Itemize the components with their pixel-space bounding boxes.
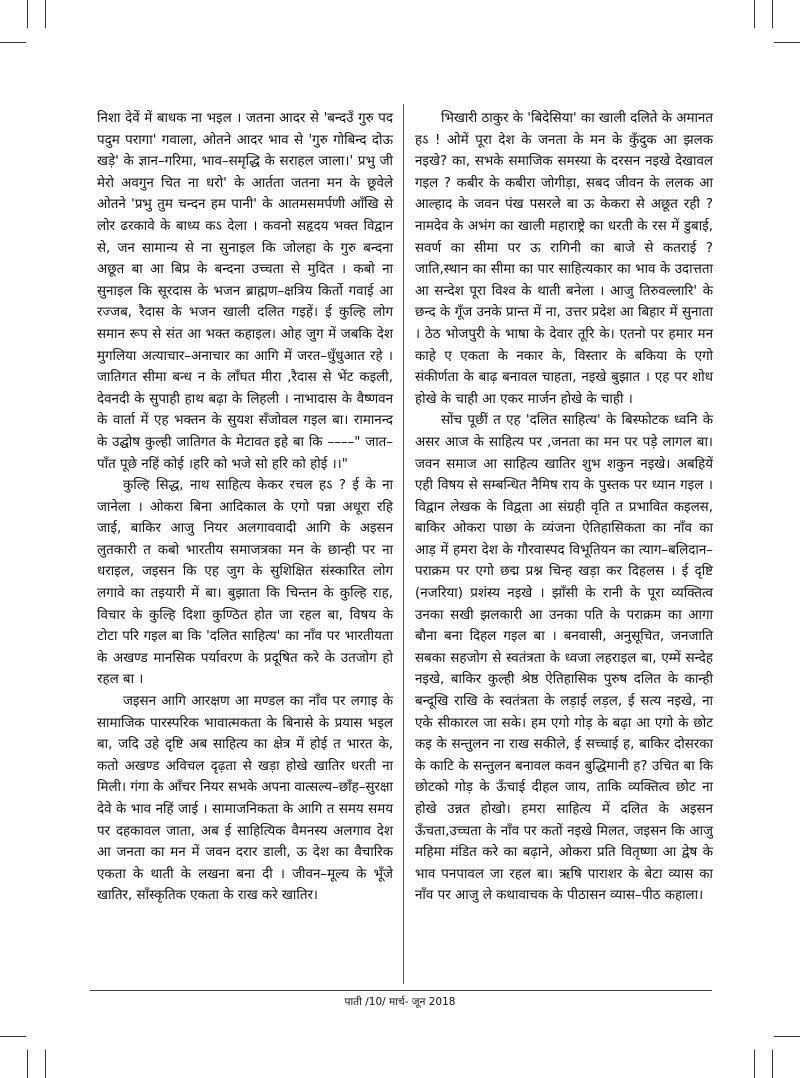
crop-mark (27, 0, 28, 28)
right-column (415, 108, 713, 907)
paragraph: सोंच पूछीं त एह 'दलित साहित्य' के बिस्फोटक ध्वनि के असर आज के साहित्य पर ,जनता का मन पर पड़े लागल बा। जवन समाज आ साहित्य खातिर शुभ शकुन नइखे। अबहियें एही विषय से सम्बन्धित नैमिष राय के पुस्तक पर ध्यान गइल । विद्वान लेखक के विद्वता आ संग्रही वृति त प्रभावित कइलस, बाकिर ओकरा पाछा के व्यंजना ऐतिहासिकता का नाँव का आड़ में हमरा देश के गौरवास्पद विभूतियन का त्याग–बलिदान–पराक्रम पर एगो छद्म प्रश्न चिन्ह खड़ा कर दिहलस । ई दृष्टि (नजरिया) प्रशंस्य नइखे । झाँसी के रानी के पूरा व्यक्तित्व उनका सखी झलकारी आ उनका पति के पराक्रम का आगा बौना बना दिहल गइल बा । बनवासी, अनुसूचित, जनजाति सबका सहजोग से स्वतंत्रता के ध्वजा लहराइल बा, एम्में सन्देह नइखे, बाकिर कुल्ही श्रेष्ठ ऐतिहासिक पुरुष दलित के कान्ही बन्दूखि राखि के स्वतंत्रता के लड़ाई लड़ल, ई सत्य नइखे, ना एके सीकारल जा सके। हम एगो गोड़ के बढ़ा आ एगो के छोट कइ के सन्तुलन ना राख सकीले, ई सच्चाई ह, बाकिर दोसरका के काटि के सन्तुलन बनावल कवन बुद्धिमानी ह? उचित बा कि छोटको गोड़ के ऊँचाई दीहल जाय, ताकि व्यक्तित्व छोट ना होखे उन्नत होखो। हमरा साहित्य में दलित के अइसन ऊँचता,उच्चता के नाँव पर कतों नइखे मिलत, जइसन कि आजु महिमा मंडित करे का बढ़ाने, ओकरा प्रति वितृष्णा आ द्वेष के भाव पनपावल जा रहल बा। ऋषि पाराशर के बेटा व्यास का नाँव पर आजु ले कथावाचक के पीठासन व्यास–पीठ कहाला। (415, 413, 713, 904)
crop-mark (0, 42, 26, 43)
paragraph: जइसन आगि आरक्षण आ मण्डल का नाँव पर लगाइ के सामाजिक पारस्परिक भावात्मकता के बिनासे के प्रयास भइल बा, जदि उहे दृष्टि अब साहित्य का क्षेत्र में होई त भारत के, कतो अखण्ड अविचल दृढ़ता से खड़ा होखे खातिर धरती ना मिली। गंगा के ऑंचर नियर सभके अपना वात्सल्य–छाँह–सुरक्षा देवे के भाव नहिं जाई । सामाजनिकता के आगि त समय समय पर दहकावल जाता, अब ई साहित्यिक वैमनस्य अलगाव देश आ जनता का मन में जवन दरार डाली, ऊ देश का वैचारिक एकता के थाती के लखना बना दी । जीवन–मूल्य के भूँजे खातिर, सॉंस्कृतिक एकता के राख करे खातिर। (97, 694, 393, 904)
crop-mark (45, 0, 46, 28)
crop-mark (772, 1050, 773, 1078)
paragraph: निशा देवें में बाधक ना भइल । जतना आदर से 'बन्दउँ गुरु पद पदुम परागा' गवाला, ओतने आदर भाव से 'गुरु गोबिन्द दोऊ खड़े' के ज्ञान–गरिमा, भाव–समृद्धि के सराहल जाला।' प्रभु जी मेरो अवगुन चित ना धरो' के आर्तता जतना मन के छूवेले ओतने 'प्रभु तुम चन्दन हम पानी' के आतमसमर्पणी आँखि से लोर ढरकावे के बाध्य कऽ देला । कवनो सहृदय भक्त विद्वान से, जन सामान्य से ना सुनाइल कि जोलहा के गुरु बन्दना अछूत बा आ बिप्र के बन्दना उच्चता से मुदित । कबो ना सुनाइल कि सूरदास के भजन ब्राह्मण–क्षत्रिय किर्तो गवाई आ रज्जब, रैदास के भजन खाली दलित गइहें। ई कुल्हि लोग समान रूप से संत आ भक्त कहाइल। ओह जुग में जबकि देश मुगलिया अत्याचार–अनाचार का आगि में जरत–धुँधुआत रहे ।जातिगत सीमा बन्ध न के लाँघत मीरा ,रैदास से भेंट कइली, देवनदी के सुपाही हाथ बढ़ा के लिहली । नाभादास के वैष्णवन के वार्ता में एह भक्तन के सुयश सँजोवल गइल बा। रामानन्द के उद्घोष कुल्ही जातिगत के मेटावत इहे बा कि ––––" जात–पाँत पूछे नहिं कोई ।हरि को भजे सो हरि को होई ।।" (97, 111, 393, 472)
left-column (97, 108, 393, 907)
paragraph: कुल्हि सिद्ध, नाथ साहित्य केकर रचल हऽ ? ई के ना जानेला । ओकरा बिना आदिकाल के एगो पन्ना अधूरा रहि जाई, बाकिर आजु नियर अलगाववादी आगि के अइसन लुतकारी त कबो भारतीय समाजत्रका मन के छान्ही पर ना धराइल, जइसन कि एह जुग के सुशिक्षित संस्कारित लोग लगावे का तइयारी में बा। बुझाता कि चिन्तन के कुल्हि राह, विचार के कुल्हि दिशा कुण्ठित होत जा रहल बा, विषय के टोटा परि गइल बा कि 'दलित साहित्य' का नाँव पर भारतीयता के अखण्ड मानसिक पर्यावरण के प्रदूषित करे के उतजोग हो रहल बा । (97, 478, 393, 688)
column-divider (403, 104, 404, 984)
crop-mark (774, 42, 800, 43)
crop-mark (0, 1036, 26, 1037)
crop-mark (774, 1036, 800, 1037)
footer-rule (90, 990, 712, 991)
crop-mark (754, 0, 755, 28)
crop-mark (754, 1050, 755, 1078)
crop-mark (772, 0, 773, 28)
crop-mark (27, 1050, 28, 1078)
page-footer: पाती /10/ मार्च- जून 2018 (344, 996, 456, 1008)
crop-mark (45, 1050, 46, 1078)
paragraph: भिखारी ठाकुर के 'बिदेसिया' का खाली दलिते के अमानत हऽ ! ओमें पूरा देश के जनता के मन के कुँदुक आ झलक नइखे? का, सभके समाजिक समस्या के दरसन नइखे देखावल गइल ? कबीर के कबीरा जोगीड़ा, सबद जीवन के ललक आ आल्हाद के जवन पंख पसरले बा ऊ केकरा से अछूत रही ? नामदेव के अभंग का खाली महाराष्ट्रे का धरती के रस में डुबाई, सवर्ण का सीमा पर ऊ रागिनी का बाजे से कतराई ? जाति,स्थान का सीमा का पार साहित्यकार का भाव के उदात्तता आ सन्देश पूरा विश्व के थाती बनेला । आजु तिरुवल्लारि' के छन्द के गूँज उनके प्रान्त में ना, उत्तर प्रदेश आ बिहार में सुनाता । ठेठ भोजपुरी के भाषा के देवार तूरि के। एतनो पर हमार मन काहे ए एकता के नकार के, विस्तार के बकिया के एगो संकीर्णता के बाढ़ बनावल चाहता, नइखे बुझात । एह पर शोध होखे के चाही आ एकर मार्जन होखे के चाही । (415, 111, 713, 407)
